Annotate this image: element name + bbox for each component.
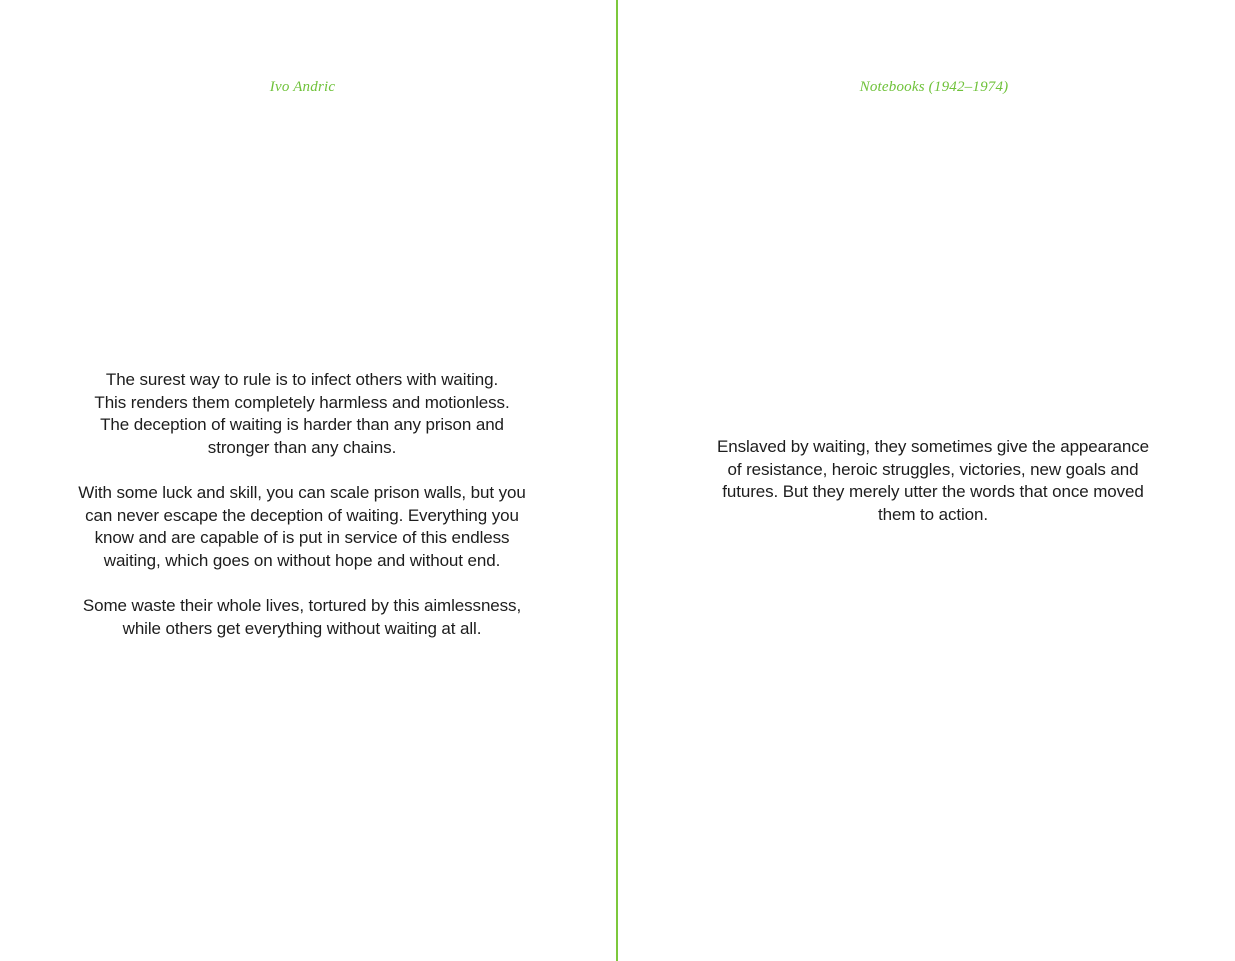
left-page [0, 0, 617, 961]
right-running-head: Notebooks (1942–1974) [859, 79, 1009, 95]
gutter-divider [616, 0, 618, 961]
right-text-block [681, 436, 1185, 526]
left-paragraph-3: Some waste their whole lives, tortured by this aimlessness, while others get everything without waiting at all. [82, 595, 522, 638]
left-paragraph-1: The surest way to rule is to infect others with waiting. This renders them completely harmless and motionless. The deception of waiting is harder than any prison and stronger than any chains. [94, 370, 510, 457]
left-running-head: Ivo Andric [269, 79, 336, 95]
right-paragraph-1: Enslaved by waiting, they sometimes give the appearance of resistance, heroic struggles, victories, new goals and futures. But they merely utter the words that once moved them to action. [716, 437, 1150, 524]
right-page [619, 0, 1235, 961]
left-text-block [60, 369, 544, 640]
left-paragraph-2: With some luck and skill, you can scale prison walls, but you can never escape the deception of waiting. Everything you know and are capable of is put in service of this endless waiting, which goes on without hope and without end. [78, 482, 526, 570]
